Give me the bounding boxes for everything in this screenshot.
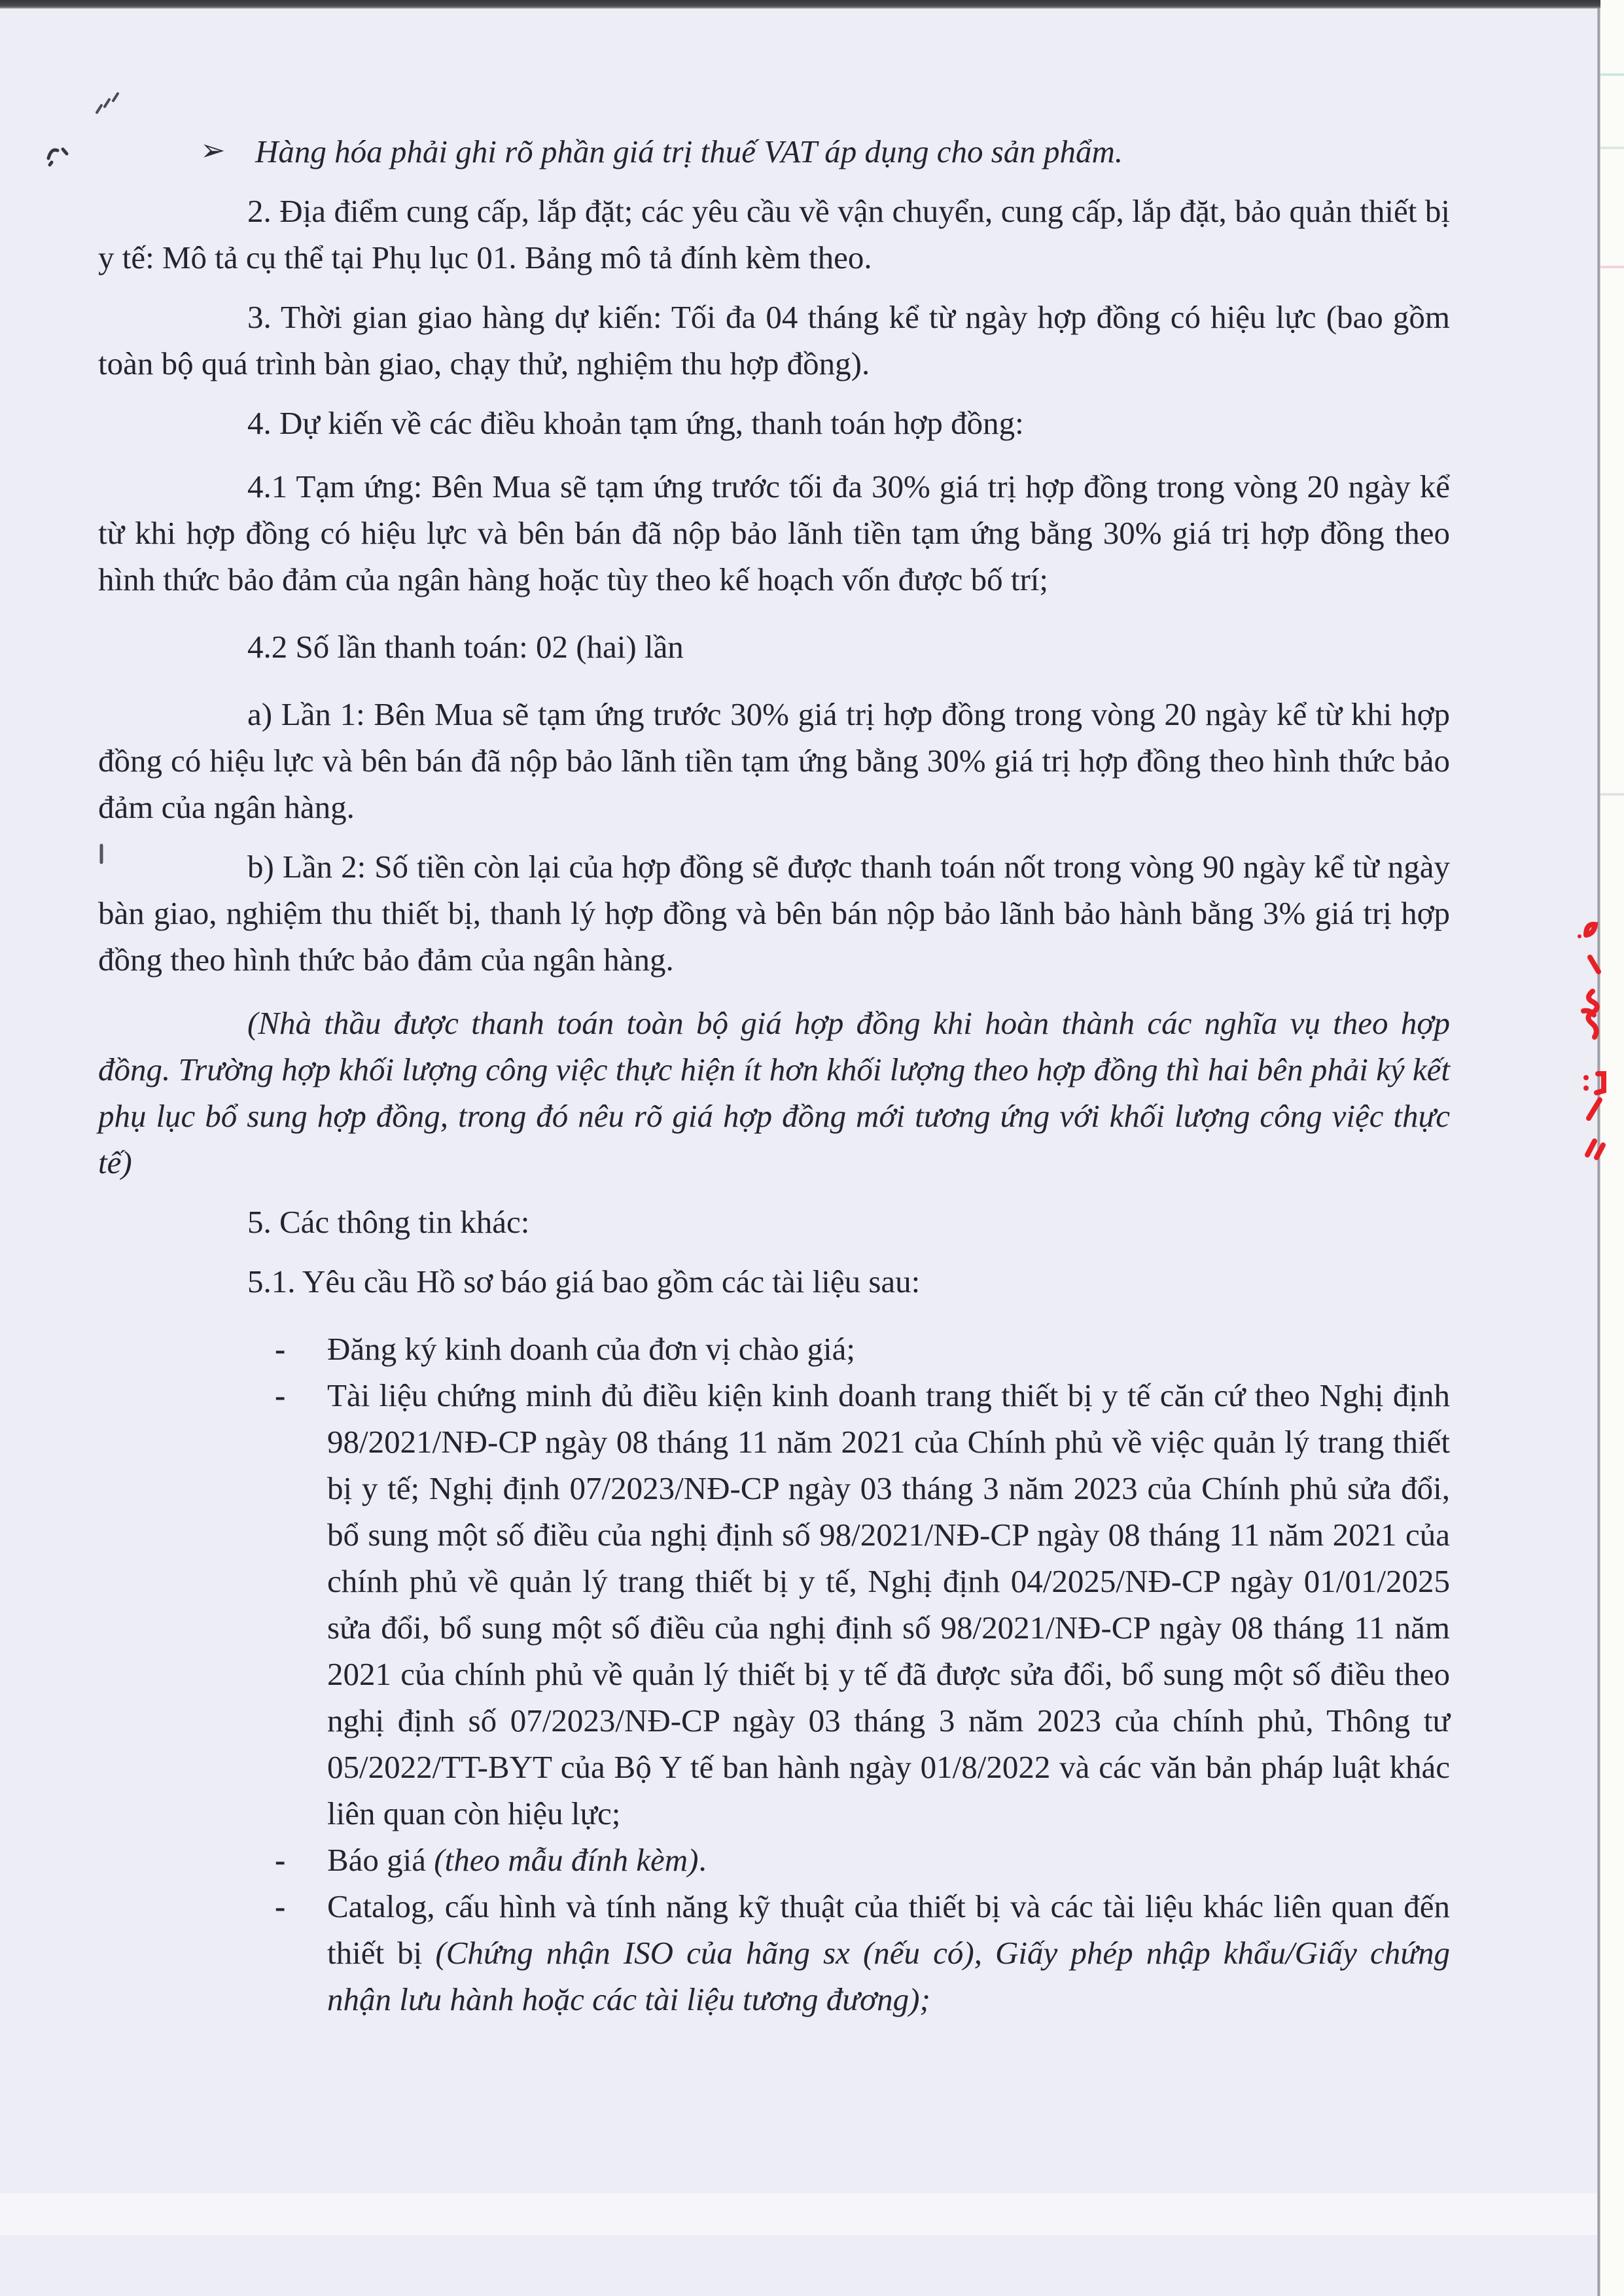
- scan-strip-line: [1600, 147, 1624, 149]
- pencil-squiggle-mark: [41, 137, 77, 170]
- scan-strip-line: [1600, 793, 1624, 796]
- pencil-speck-marks: [92, 85, 131, 124]
- list-item-text: Báo giá: [327, 1842, 434, 1878]
- dash-icon: -: [275, 1888, 286, 1924]
- list-item-quotation: [275, 1837, 1450, 1883]
- list-item-text: .: [698, 1842, 707, 1878]
- list-item-text: Tài liệu chứng minh đủ điều kiện kinh doanh trang thiết bị y tế căn cứ theo Nghị định 98/2021/NĐ-CP ngày 08 tháng 11 năm 2021 của Chính phủ về việc quản lý trang thiết bị y tế; Nghị định 07/2023/NĐ-CP ngày 03 tháng 3 năm 2023 của Chính phủ sửa đổi, bổ sung một số điều của nghị định số 98/2021/NĐ-CP ngày 08 tháng 11 năm 2021 của chính phủ về quản lý trang thiết bị y tế, Nghị định 04/2025/NĐ-CP ngày 01/01/2025 sửa đổi, bổ sung một số điều của nghị định số 98/2021/NĐ-CP ngày 08 tháng 11 năm 2021 của chính phủ về quản lý thiết bị y tế đã được sửa đổi, bổ sung một số điều theo nghị định số 07/2023/NĐ-CP ngày 03 tháng 3 năm 2023 của chính phủ, Thông tư 05/2022/TT-BYT của Bộ Y tế ban hành ngày 01/8/2022 và các văn bản pháp luật khác liên quan còn hiệu lực;: [327, 1377, 1450, 1831]
- list-item-catalog: [275, 1883, 1450, 2022]
- required-documents-list: [275, 1326, 1450, 2022]
- arrow-bullet-icon: ➢: [200, 132, 226, 168]
- paragraph-a-first-payment: a) Lần 1: Bên Mua sẽ tạm ứng trước 30% giá trị hợp đồng trong vòng 20 ngày kể từ khi hợp đồng có hiệu lực và bên bán đã nộp bảo lãnh tiền tạm ứng bằng 30% giá trị hợp đồng theo hình thức bảo đảm của ngân hàng.: [98, 696, 1450, 825]
- contractor-payment-note: (Nhà thầu được thanh toán toàn bộ giá hợp đồng khi hoàn thành các nghĩa vụ theo hợp đồng. Trường hợp khối lượng công việc thực hiện ít hơn khối lượng theo hợp đồng thì hai bên phải ký kết phụ lục bổ sung hợp đồng, trong đó nêu rõ giá hợp đồng mới tương ứng với khối lượng công việc thực tế): [98, 1005, 1450, 1180]
- dash-icon: -: [275, 1842, 286, 1878]
- list-item-legal-documents: [275, 1372, 1450, 1837]
- scan-light-band: [0, 2193, 1600, 2235]
- list-item-text-italic: (theo mẫu đính kèm): [434, 1842, 699, 1878]
- red-ink-marks: [1564, 913, 1624, 1174]
- paragraph-3-delivery-time: 3. Thời gian giao hàng dự kiến: Tối đa 04 tháng kể từ ngày hợp đồng có hiệu lực (bao gồm toàn bộ quá trình bàn giao, chạy thử, nghiệm thu hợp đồng).: [98, 299, 1450, 381]
- scan-strip-line: [1600, 266, 1624, 268]
- list-item-text: Catalog, cấu hình và tính năng kỹ thuật của thiết bị và các tài liệu khác liên quan đến thiết bị: [327, 1888, 1450, 1971]
- paragraph-5-1-heading: 5.1. Yêu cầu Hồ sơ báo giá bao gồm các tài liệu sau:: [247, 1263, 921, 1299]
- paragraph-5-heading: 5. Các thông tin khác:: [247, 1204, 530, 1240]
- vat-note-text: Hàng hóa phải ghi rõ phần giá trị thuế VAT áp dụng cho sản phẩm.: [255, 133, 1123, 169]
- dash-icon: -: [275, 1331, 286, 1367]
- paragraph-4-1-advance: 4.1 Tạm ứng: Bên Mua sẽ tạm ứng trước tối đa 30% giá trị hợp đồng trong vòng 20 ngày kể từ khi hợp đồng có hiệu lực và bên bán đã nộp bảo lãnh tiền tạm ứng bằng 30% giá trị hợp đồng theo hình thức bảo đảm của ngân hàng hoặc tùy theo kế hoạch vốn được bố trí;: [98, 468, 1450, 597]
- paragraph-4-heading: 4. Dự kiến về các điều khoản tạm ứng, thanh toán hợp đồng:: [247, 405, 1024, 441]
- scan-strip-line: [1600, 73, 1624, 76]
- scan-top-edge: [0, 0, 1600, 9]
- dash-icon: -: [275, 1377, 286, 1413]
- list-item-text-italic: (Chứng nhận ISO của hãng sx (nếu có), Giấy phép nhập khẩu/Giấy chứng nhận lưu hành hoặc các tài liệu tương đương);: [327, 1935, 1450, 2017]
- paragraph-2-location: 2. Địa điểm cung cấp, lắp đặt; các yêu cầu về vận chuyển, cung cấp, lắp đặt, bảo quản thiết bị y tế: Mô tả cụ thể tại Phụ lục 01. Bảng mô tả đính kèm theo.: [98, 193, 1450, 275]
- vat-note-line: [98, 128, 1450, 175]
- paragraph-4-2-payments: 4.2 Số lần thanh toán: 02 (hai) lần: [247, 629, 684, 665]
- list-item-text: Đăng ký kinh doanh của đơn vị chào giá;: [327, 1331, 855, 1367]
- list-item-business-registration: [275, 1326, 1450, 1372]
- paragraph-b-second-payment: b) Lần 2: Số tiền còn lại của hợp đồng sẽ được thanh toán nốt trong vòng 90 ngày kể từ ngày bàn giao, nghiệm thu thiết bị, thanh lý hợp đồng và bên bán nộp bảo lãnh bảo hành bằng 3% giá trị hợp đồng theo hình thức bảo đảm của ngân hàng.: [98, 849, 1450, 978]
- document-body: [98, 128, 1450, 2022]
